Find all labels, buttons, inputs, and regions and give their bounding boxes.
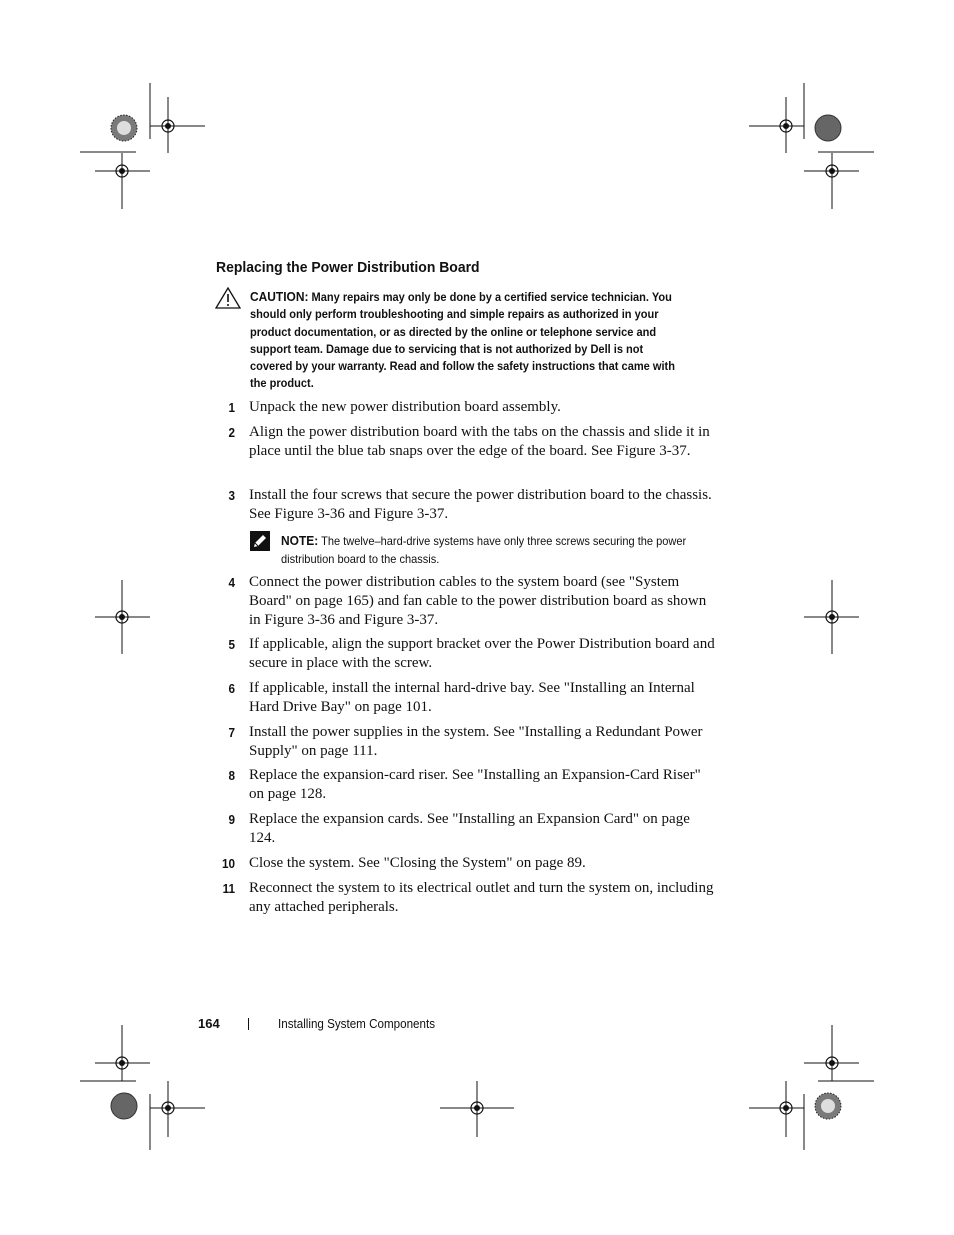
footer-divider <box>248 1018 249 1030</box>
note-label: NOTE: <box>281 533 319 548</box>
step-text: If applicable, align the support bracket over the Power Distribution board and secure in place with the screw. <box>249 636 715 671</box>
caution-icon <box>215 287 241 309</box>
step-text: Align the power distribution board with the tabs on the chassis and slide it in place until the blue tab snaps over the edge of the board. See Figure 3-37. <box>249 424 710 459</box>
note-text: The twelve–hard-drive systems have only three screws securing the power distribution board to the chassis. <box>281 534 687 566</box>
step-text: Connect the power distribution cables to the system board (see "System Board" on page 165) and fan cable to the power distribution board as shown in Figure 3-36 and Figure 3-37. <box>249 574 707 628</box>
caution-label: CAUTION: <box>250 289 309 304</box>
step-number: 3 <box>228 488 235 503</box>
step-text: Replace the expansion-card riser. See "Installing an Expansion-Card Riser" on page 128. <box>249 767 701 802</box>
footer-title: Installing System Components <box>278 1017 436 1031</box>
step-number: 2 <box>228 425 235 440</box>
step-number: 7 <box>228 725 235 740</box>
page-number: 164 <box>198 1016 220 1031</box>
caution-block <box>250 288 682 393</box>
step-number: 8 <box>228 768 235 783</box>
step-text: If applicable, install the internal hard-drive bay. See "Installing an Internal Hard Drive Bay" on page 101. <box>249 680 695 715</box>
note-icon <box>250 531 270 551</box>
step-text: Close the system. See "Closing the System" on page 89. <box>249 855 586 871</box>
step-number: 11 <box>222 881 235 896</box>
step-number: 5 <box>228 637 235 652</box>
step-text: Install the four screws that secure the power distribution board to the chassis. See Figure 3-36 and Figure 3-37. <box>249 487 712 522</box>
step-text: Replace the expansion cards. See "Installing an Expansion Card" on page 124. <box>249 811 690 846</box>
step-number: 4 <box>228 575 235 590</box>
step-number: 9 <box>228 812 235 827</box>
step-number: 1 <box>228 400 235 415</box>
note-block <box>281 532 713 568</box>
step-text: Unpack the new power distribution board assembly. <box>249 399 561 415</box>
step-number: 10 <box>221 856 235 871</box>
step-text: Install the power supplies in the system. See "Installing a Redundant Power Supply" on page 111. <box>249 724 703 759</box>
step-text: Reconnect the system to its electrical outlet and turn the system on, including any attached peripherals. <box>249 880 714 915</box>
section-title: Replacing the Power Distribution Board <box>216 259 480 276</box>
caution-text: Many repairs may only be done by a certified service technician. You should only perform troubleshooting and simple repairs as authorized in your product documentation, or as directed by the online or telephone service and support team. Damage due to servicing that is not authorized by Dell is not covered by your warranty. Read and follow the safety instructions that came with the product. <box>250 290 675 391</box>
step-number: 6 <box>228 681 235 696</box>
